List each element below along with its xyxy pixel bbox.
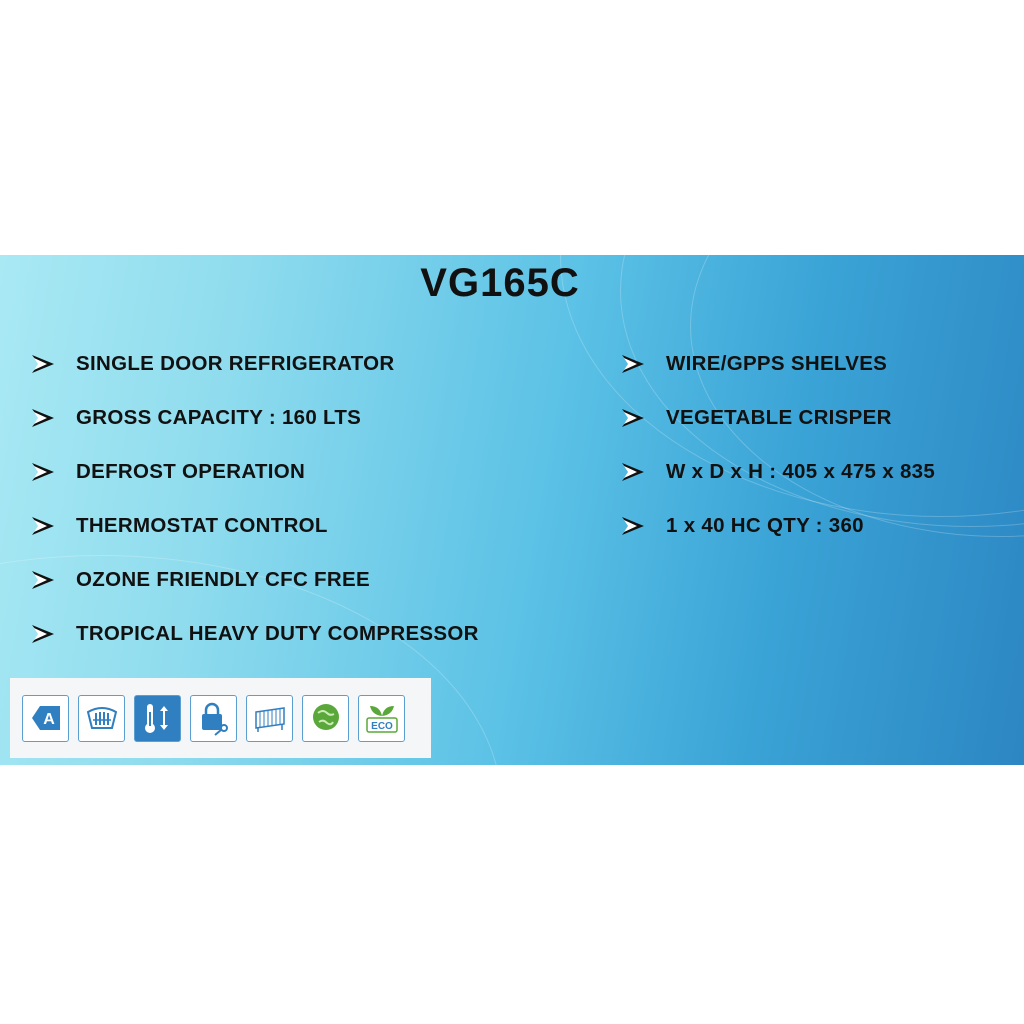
feature-label: W x D x H : 405 x 475 x 835 — [666, 460, 936, 483]
arrow-bullet-icon — [30, 622, 56, 646]
feature-item — [30, 499, 479, 553]
arrow-bullet-icon — [620, 406, 646, 430]
feature-label: VEGETABLE CRISPER — [666, 406, 892, 429]
feature-item — [30, 445, 479, 499]
defrost-icon — [78, 695, 125, 742]
arrow-bullet-icon — [620, 460, 646, 484]
arrow-bullet-icon — [30, 514, 56, 538]
feature-item — [30, 337, 479, 391]
globe-eco-icon — [302, 695, 349, 742]
lock-key-icon — [190, 695, 237, 742]
wire-shelf-icon — [246, 695, 293, 742]
arrow-bullet-icon — [30, 568, 56, 592]
feature-label: WIRE/GPPS SHELVES — [666, 352, 888, 375]
feature-label: OZONE FRIENDLY CFC FREE — [76, 568, 370, 591]
eco-text: ECO — [370, 721, 393, 732]
feature-label: SINGLE DOOR REFRIGERATOR — [76, 352, 395, 375]
product-banner — [0, 255, 1024, 765]
feature-list-left — [30, 337, 479, 661]
feature-icon-bar — [10, 678, 431, 758]
feature-label: THERMOSTAT CONTROL — [76, 514, 328, 537]
feature-item — [620, 337, 935, 391]
feature-label: 1 x 40 HC QTY : 360 — [666, 514, 864, 537]
feature-item — [620, 499, 935, 553]
thermostat-icon — [134, 695, 181, 742]
feature-item — [30, 391, 479, 445]
arrow-bullet-icon — [620, 352, 646, 376]
feature-item — [620, 391, 935, 445]
energy-class-a-icon — [22, 695, 69, 742]
energy-class-text: A — [42, 711, 55, 728]
feature-list-right — [620, 337, 935, 553]
feature-item — [620, 445, 935, 499]
feature-label: TROPICAL HEAVY DUTY COMPRESSOR — [76, 622, 479, 645]
arrow-bullet-icon — [30, 406, 56, 430]
feature-label: DEFROST OPERATION — [76, 460, 306, 483]
feature-item — [30, 607, 479, 661]
feature-item — [30, 553, 479, 607]
arrow-bullet-icon — [620, 514, 646, 538]
arrow-bullet-icon — [30, 460, 56, 484]
arrow-bullet-icon — [30, 352, 56, 376]
eco-leaf-icon — [358, 695, 405, 742]
feature-label: GROSS CAPACITY : 160 LTS — [76, 406, 362, 429]
model-title: VG165C — [420, 261, 580, 305]
